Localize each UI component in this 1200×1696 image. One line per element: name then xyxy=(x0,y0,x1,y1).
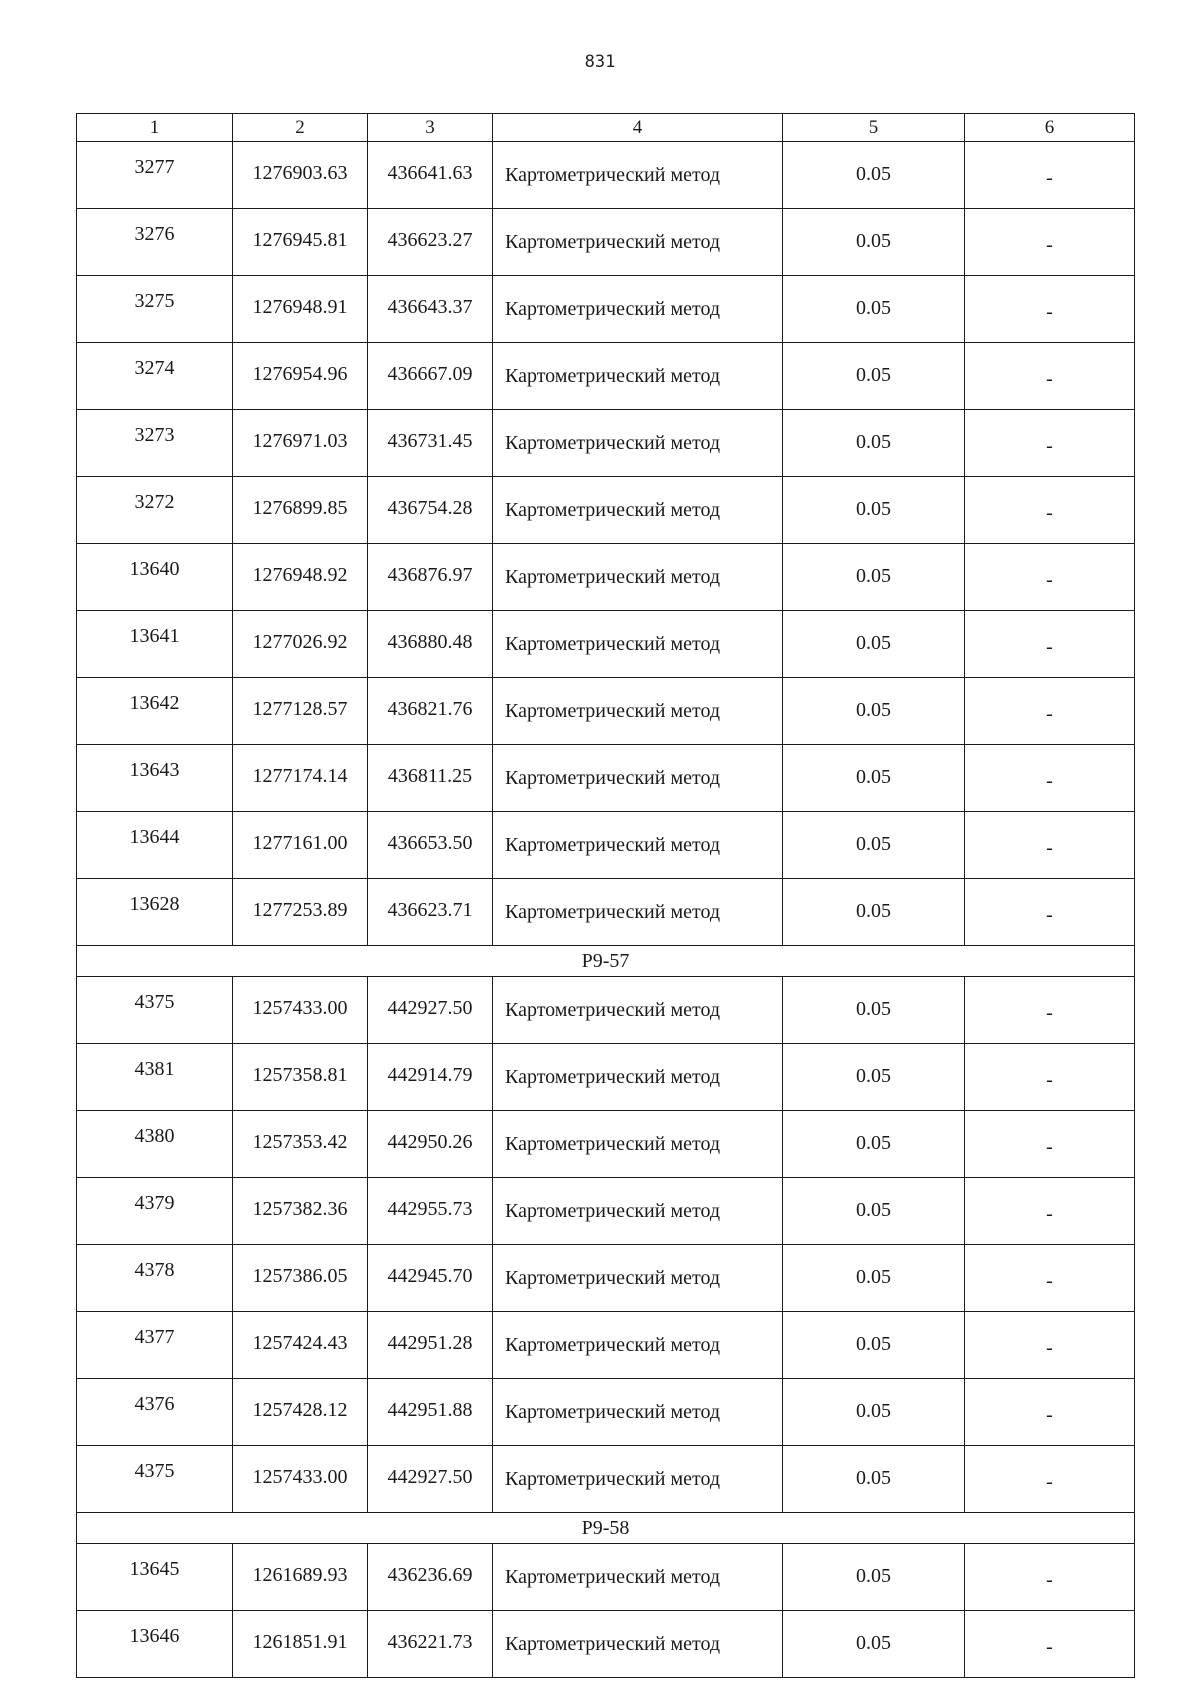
point-number-cell: 4377 xyxy=(77,1312,233,1379)
note-cell: - xyxy=(965,611,1135,678)
header-row xyxy=(77,114,1135,142)
table-row xyxy=(77,1312,1135,1379)
y-coordinate-cell: 436731.45 xyxy=(368,410,493,477)
accuracy-cell: 0.05 xyxy=(783,1446,965,1513)
y-coordinate-cell: 442951.28 xyxy=(368,1312,493,1379)
method-cell: Картометрический метод xyxy=(493,745,783,812)
method-cell: Картометрический метод xyxy=(493,1111,783,1178)
accuracy-cell: 0.05 xyxy=(783,1312,965,1379)
method-cell: Картометрический метод xyxy=(493,879,783,946)
table-row xyxy=(77,611,1135,678)
note-cell: - xyxy=(965,745,1135,812)
note-cell: - xyxy=(965,678,1135,745)
x-coordinate-cell: 1257424.43 xyxy=(233,1312,368,1379)
note-cell: - xyxy=(965,1379,1135,1446)
point-number-cell: 13644 xyxy=(77,812,233,879)
method-cell: Картометрический метод xyxy=(493,1044,783,1111)
point-number-cell: 3276 xyxy=(77,209,233,276)
y-coordinate-cell: 436653.50 xyxy=(368,812,493,879)
y-coordinate-cell: 436643.37 xyxy=(368,276,493,343)
accuracy-cell: 0.05 xyxy=(783,678,965,745)
accuracy-cell: 0.05 xyxy=(783,1044,965,1111)
note-cell: - xyxy=(965,1245,1135,1312)
note-cell: - xyxy=(965,1446,1135,1513)
x-coordinate-cell: 1277128.57 xyxy=(233,678,368,745)
x-coordinate-cell: 1261689.93 xyxy=(233,1544,368,1611)
point-number-cell: 13645 xyxy=(77,1544,233,1611)
note-cell: - xyxy=(965,977,1135,1044)
method-cell: Картометрический метод xyxy=(493,977,783,1044)
y-coordinate-cell: 436880.48 xyxy=(368,611,493,678)
x-coordinate-cell: 1277253.89 xyxy=(233,879,368,946)
header-cell-6: 6 xyxy=(965,114,1135,142)
x-coordinate-cell: 1276948.91 xyxy=(233,276,368,343)
x-coordinate-cell: 1277026.92 xyxy=(233,611,368,678)
point-number-cell: 4376 xyxy=(77,1379,233,1446)
note-cell: - xyxy=(965,343,1135,410)
table-row xyxy=(77,544,1135,611)
accuracy-cell: 0.05 xyxy=(783,477,965,544)
x-coordinate-cell: 1261851.91 xyxy=(233,1611,368,1678)
table-row xyxy=(77,142,1135,209)
point-number-cell: 3273 xyxy=(77,410,233,477)
method-cell: Картометрический метод xyxy=(493,343,783,410)
x-coordinate-cell: 1276903.63 xyxy=(233,142,368,209)
point-number-cell: 4375 xyxy=(77,1446,233,1513)
point-number-cell: 13641 xyxy=(77,611,233,678)
header-cell-4: 4 xyxy=(493,114,783,142)
x-coordinate-cell: 1257358.81 xyxy=(233,1044,368,1111)
method-cell: Картометрический метод xyxy=(493,1611,783,1678)
method-cell: Картометрический метод xyxy=(493,1544,783,1611)
table-row xyxy=(77,1379,1135,1446)
point-number-cell: 13646 xyxy=(77,1611,233,1678)
note-cell: - xyxy=(965,209,1135,276)
y-coordinate-cell: 436754.28 xyxy=(368,477,493,544)
method-cell: Картометрический метод xyxy=(493,544,783,611)
point-number-cell: 4379 xyxy=(77,1178,233,1245)
section-title-row xyxy=(77,1513,1135,1544)
x-coordinate-cell: 1257386.05 xyxy=(233,1245,368,1312)
note-cell: - xyxy=(965,812,1135,879)
point-number-cell: 13628 xyxy=(77,879,233,946)
method-cell: Картометрический метод xyxy=(493,209,783,276)
accuracy-cell: 0.05 xyxy=(783,1111,965,1178)
header-cell-2: 2 xyxy=(233,114,368,142)
point-number-cell: 3275 xyxy=(77,276,233,343)
table-row xyxy=(77,1111,1135,1178)
note-cell: - xyxy=(965,477,1135,544)
x-coordinate-cell: 1257382.36 xyxy=(233,1178,368,1245)
note-cell: - xyxy=(965,1178,1135,1245)
table-row xyxy=(77,1446,1135,1513)
accuracy-cell: 0.05 xyxy=(783,1544,965,1611)
y-coordinate-cell: 442927.50 xyxy=(368,1446,493,1513)
accuracy-cell: 0.05 xyxy=(783,276,965,343)
accuracy-cell: 0.05 xyxy=(783,611,965,678)
y-coordinate-cell: 436811.25 xyxy=(368,745,493,812)
accuracy-cell: 0.05 xyxy=(783,343,965,410)
y-coordinate-cell: 436821.76 xyxy=(368,678,493,745)
y-coordinate-cell: 442955.73 xyxy=(368,1178,493,1245)
x-coordinate-cell: 1276945.81 xyxy=(233,209,368,276)
method-cell: Картометрический метод xyxy=(493,1178,783,1245)
note-cell: - xyxy=(965,410,1135,477)
y-coordinate-cell: 436623.71 xyxy=(368,879,493,946)
method-cell: Картометрический метод xyxy=(493,1379,783,1446)
table-row xyxy=(77,745,1135,812)
point-number-cell: 4380 xyxy=(77,1111,233,1178)
table-body xyxy=(77,142,1135,1678)
accuracy-cell: 0.05 xyxy=(783,544,965,611)
table-row xyxy=(77,1611,1135,1678)
y-coordinate-cell: 442951.88 xyxy=(368,1379,493,1446)
x-coordinate-cell: 1257428.12 xyxy=(233,1379,368,1446)
table-row xyxy=(77,1044,1135,1111)
table-row xyxy=(77,1544,1135,1611)
y-coordinate-cell: 436876.97 xyxy=(368,544,493,611)
coordinates-table xyxy=(76,113,1135,1678)
table-row xyxy=(77,812,1135,879)
method-cell: Картометрический метод xyxy=(493,276,783,343)
table-row xyxy=(77,1245,1135,1312)
y-coordinate-cell: 436667.09 xyxy=(368,343,493,410)
accuracy-cell: 0.05 xyxy=(783,410,965,477)
x-coordinate-cell: 1257433.00 xyxy=(233,1446,368,1513)
method-cell: Картометрический метод xyxy=(493,142,783,209)
table-row xyxy=(77,209,1135,276)
header-cell-1: 1 xyxy=(77,114,233,142)
note-cell: - xyxy=(965,276,1135,343)
method-cell: Картометрический метод xyxy=(493,477,783,544)
header-cell-3: 3 xyxy=(368,114,493,142)
x-coordinate-cell: 1276899.85 xyxy=(233,477,368,544)
table-row xyxy=(77,879,1135,946)
method-cell: Картометрический метод xyxy=(493,1446,783,1513)
method-cell: Картометрический метод xyxy=(493,678,783,745)
table-row xyxy=(77,276,1135,343)
note-cell: - xyxy=(965,1611,1135,1678)
section-title: Р9-58 xyxy=(77,1513,1135,1544)
table-row xyxy=(77,977,1135,1044)
accuracy-cell: 0.05 xyxy=(783,209,965,276)
accuracy-cell: 0.05 xyxy=(783,142,965,209)
method-cell: Картометрический метод xyxy=(493,410,783,477)
accuracy-cell: 0.05 xyxy=(783,745,965,812)
note-cell: - xyxy=(965,879,1135,946)
accuracy-cell: 0.05 xyxy=(783,879,965,946)
y-coordinate-cell: 442927.50 xyxy=(368,977,493,1044)
point-number-cell: 3274 xyxy=(77,343,233,410)
point-number-cell: 4375 xyxy=(77,977,233,1044)
point-number-cell: 3277 xyxy=(77,142,233,209)
method-cell: Картометрический метод xyxy=(493,1245,783,1312)
y-coordinate-cell: 436641.63 xyxy=(368,142,493,209)
page-number: 831 xyxy=(584,52,616,72)
table-row xyxy=(77,477,1135,544)
accuracy-cell: 0.05 xyxy=(783,1245,965,1312)
x-coordinate-cell: 1276954.96 xyxy=(233,343,368,410)
method-cell: Картометрический метод xyxy=(493,611,783,678)
x-coordinate-cell: 1276971.03 xyxy=(233,410,368,477)
y-coordinate-cell: 442950.26 xyxy=(368,1111,493,1178)
point-number-cell: 13642 xyxy=(77,678,233,745)
accuracy-cell: 0.05 xyxy=(783,977,965,1044)
y-coordinate-cell: 442914.79 xyxy=(368,1044,493,1111)
table-row xyxy=(77,678,1135,745)
x-coordinate-cell: 1277161.00 xyxy=(233,812,368,879)
accuracy-cell: 0.05 xyxy=(783,1611,965,1678)
note-cell: - xyxy=(965,1044,1135,1111)
method-cell: Картометрический метод xyxy=(493,1312,783,1379)
table-row xyxy=(77,1178,1135,1245)
table-header xyxy=(77,114,1135,142)
y-coordinate-cell: 436221.73 xyxy=(368,1611,493,1678)
note-cell: - xyxy=(965,1544,1135,1611)
table-row xyxy=(77,343,1135,410)
section-title: Р9-57 xyxy=(77,946,1135,977)
header-cell-5: 5 xyxy=(783,114,965,142)
accuracy-cell: 0.05 xyxy=(783,1379,965,1446)
note-cell: - xyxy=(965,544,1135,611)
section-title-row xyxy=(77,946,1135,977)
y-coordinate-cell: 436236.69 xyxy=(368,1544,493,1611)
point-number-cell: 3272 xyxy=(77,477,233,544)
y-coordinate-cell: 442945.70 xyxy=(368,1245,493,1312)
x-coordinate-cell: 1276948.92 xyxy=(233,544,368,611)
point-number-cell: 4378 xyxy=(77,1245,233,1312)
y-coordinate-cell: 436623.27 xyxy=(368,209,493,276)
accuracy-cell: 0.05 xyxy=(783,812,965,879)
x-coordinate-cell: 1257433.00 xyxy=(233,977,368,1044)
accuracy-cell: 0.05 xyxy=(783,1178,965,1245)
method-cell: Картометрический метод xyxy=(493,812,783,879)
note-cell: - xyxy=(965,1111,1135,1178)
point-number-cell: 4381 xyxy=(77,1044,233,1111)
table-row xyxy=(77,410,1135,477)
x-coordinate-cell: 1277174.14 xyxy=(233,745,368,812)
note-cell: - xyxy=(965,142,1135,209)
point-number-cell: 13640 xyxy=(77,544,233,611)
point-number-cell: 13643 xyxy=(77,745,233,812)
note-cell: - xyxy=(965,1312,1135,1379)
x-coordinate-cell: 1257353.42 xyxy=(233,1111,368,1178)
